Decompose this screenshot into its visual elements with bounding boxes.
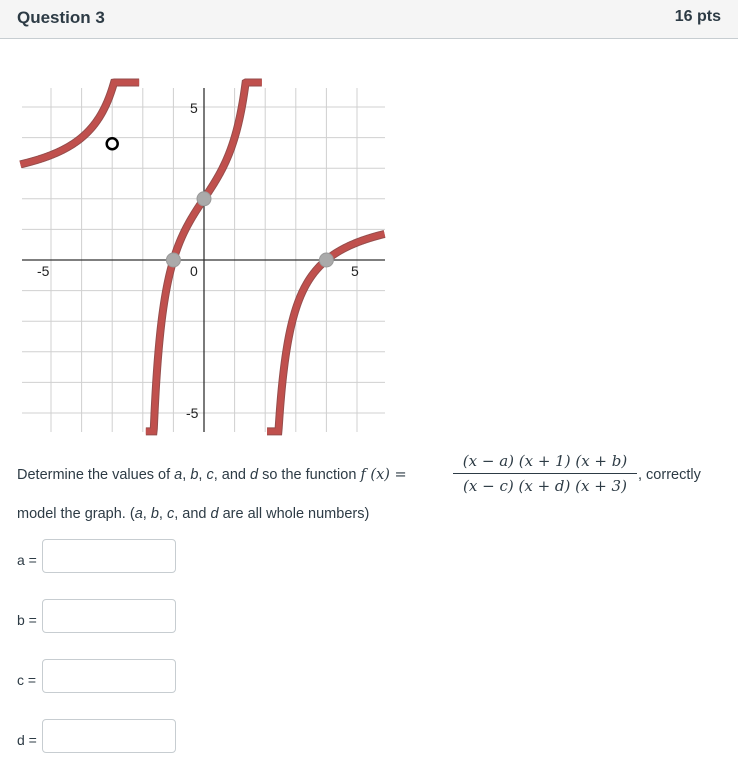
answer-b-label: b =: [17, 612, 37, 628]
var-a: a: [134, 506, 143, 522]
prompt-sep: , and: [174, 506, 211, 522]
hole-point: [107, 138, 118, 149]
function-label: f (x) =: [360, 467, 407, 483]
var-c: c: [206, 467, 214, 483]
prompt-sep: ,: [158, 506, 167, 522]
y-tick-label-neg5: -5: [186, 405, 199, 421]
answer-d-input[interactable]: [42, 719, 176, 753]
var-c: c: [166, 506, 175, 522]
prompt-sep: ,: [142, 506, 151, 522]
answer-b-input[interactable]: [42, 599, 176, 633]
prompt-text: Determine the values of: [17, 467, 175, 483]
prompt-sep: ,: [182, 467, 191, 483]
y-tick-label-5: 5: [190, 100, 198, 116]
prompt-text: so the function: [258, 467, 361, 483]
x-tick-label-5: 5: [351, 263, 359, 279]
prompt-line-2: [17, 506, 369, 522]
prompt-text: are all whole numbers): [218, 506, 370, 522]
intercept-point-0: [166, 253, 180, 267]
var-d: d: [249, 467, 259, 483]
prompt-text: model the graph. (: [17, 506, 135, 522]
prompt-tail: [638, 467, 701, 483]
curve-branch-outline-0: [20, 83, 139, 165]
intercept-point-2: [319, 253, 333, 267]
x-tick-label-neg5: -5: [37, 263, 50, 279]
var-b: b: [190, 467, 199, 483]
question-title: Question 3: [17, 8, 105, 27]
var-b: b: [150, 506, 159, 522]
answer-a-label: a =: [17, 552, 37, 568]
answer-a-input[interactable]: [42, 539, 176, 573]
prompt-line-1: [17, 467, 407, 483]
function-fraction: [452, 452, 638, 495]
curve-branch-0: [20, 83, 139, 165]
fraction-numerator: (x − a) (x + 1) (x + b): [462, 452, 628, 470]
answer-c-label: c =: [17, 672, 37, 688]
x-tick-label-0: 0: [190, 263, 198, 279]
var-d: d: [210, 506, 219, 522]
graph-points: [107, 138, 334, 267]
answer-c-input[interactable]: [42, 659, 176, 693]
intercept-point-1: [197, 192, 211, 206]
question-points: 16 pts: [674, 8, 721, 25]
answer-d-label: d =: [17, 732, 37, 748]
prompt-sep: , and: [213, 467, 250, 483]
fraction-denominator: (x − c) (x + d) (x + 3): [463, 477, 627, 495]
prompt-text: , correctly: [638, 467, 701, 483]
var-a: a: [174, 467, 183, 483]
prompt-sep: ,: [198, 467, 207, 483]
